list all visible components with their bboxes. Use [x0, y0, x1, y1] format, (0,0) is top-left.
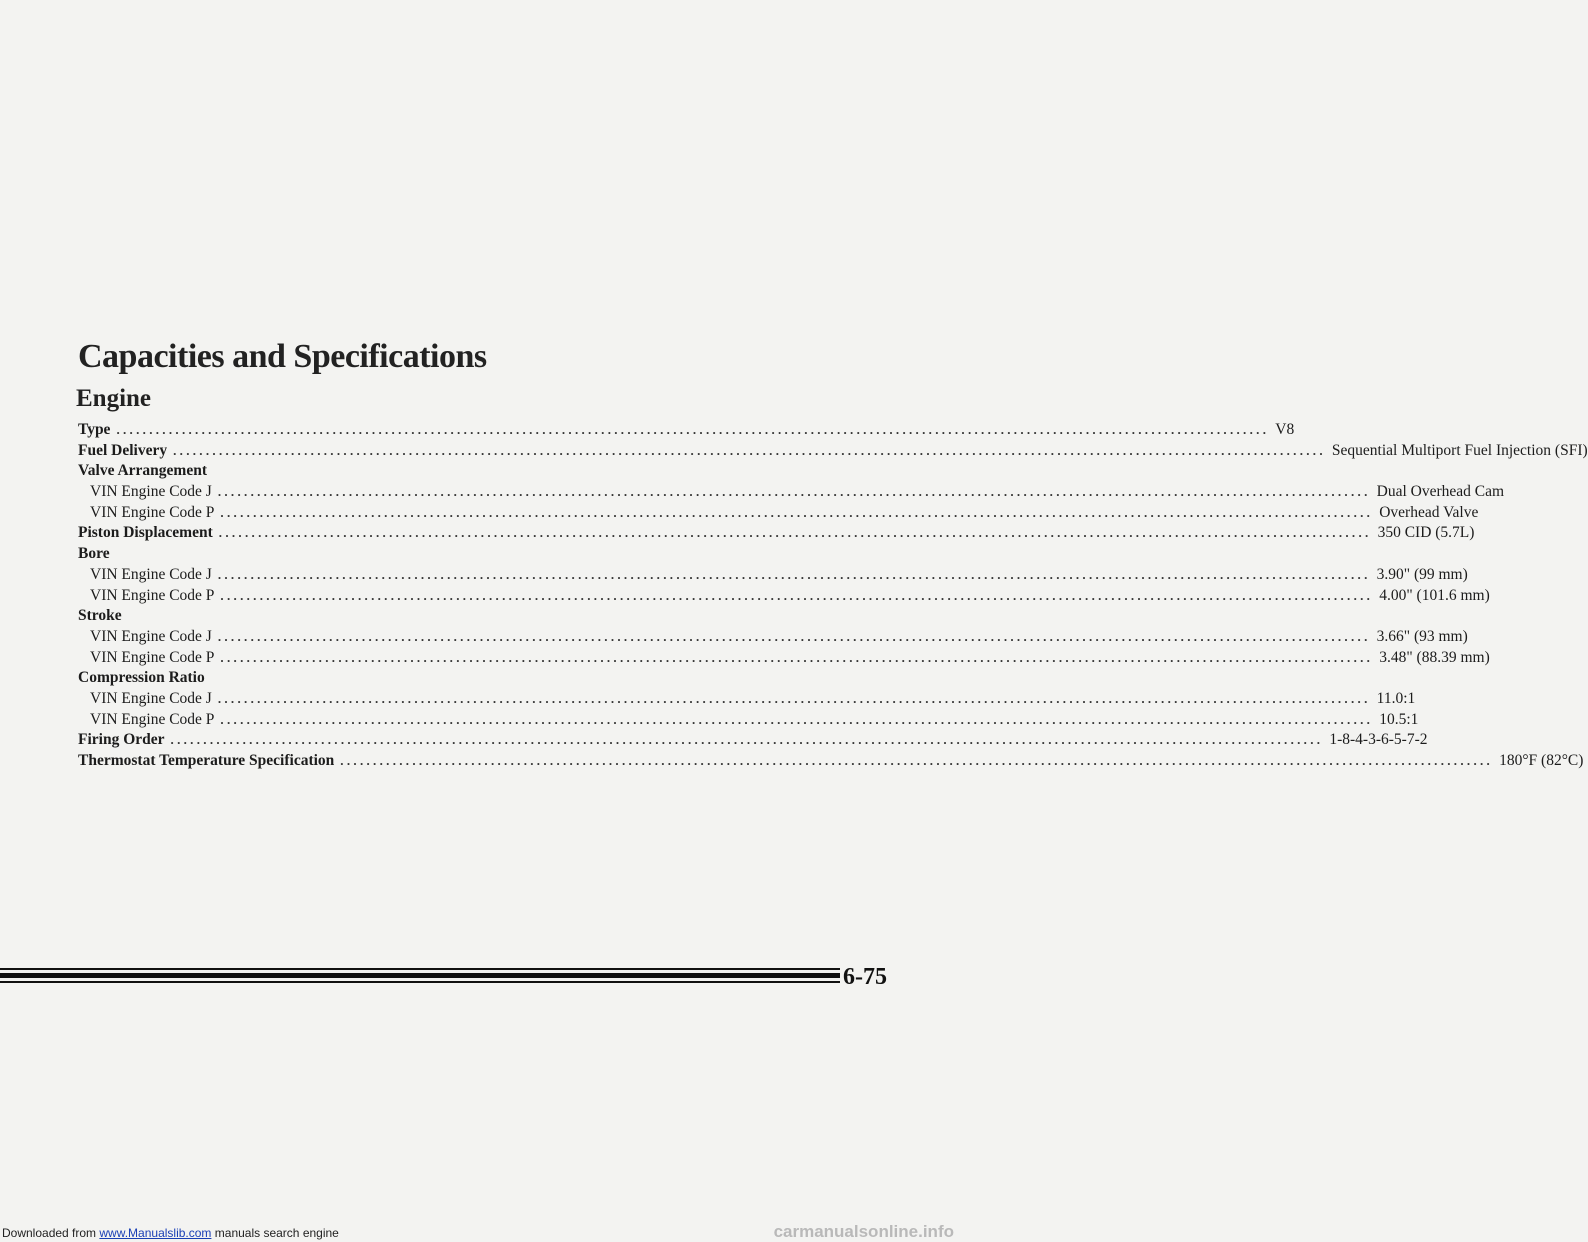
spec-row	[78, 461, 826, 482]
section-heading-engine: Engine	[76, 385, 152, 412]
spec-row	[78, 627, 1468, 648]
spec-row	[78, 482, 1505, 503]
spec-label: VIN Engine Code J	[90, 565, 212, 583]
spec-value: 1-8-4-3-6-5-7-2	[1329, 731, 1428, 749]
spec-value: 180°F (82°C)	[1499, 752, 1584, 769]
spec-row	[78, 565, 1468, 586]
site-watermark: carmanualsonline.info	[773, 1222, 954, 1241]
dot-leader: ................................................................................................................................................................................	[217, 690, 1371, 706]
dot-leader: ................................................................................................................................................................................	[217, 484, 1371, 500]
dot-leader: ................................................................................................................................................................................	[340, 753, 1494, 768]
spec-row	[78, 751, 1584, 772]
spec-label: VIN Engine Code P	[90, 648, 215, 666]
manualslib-link[interactable]: www.Manualslib.com	[99, 1226, 212, 1240]
dot-leader: ................................................................................................................................................................................	[173, 442, 1326, 458]
spec-value: 3.66" (93 mm)	[1376, 627, 1468, 645]
spec-label: Thermostat Temperature Specification	[78, 752, 335, 769]
spec-value: Sequential Multiport Fuel Injection (SFI)	[1331, 441, 1588, 459]
spec-label: Fuel Delivery	[78, 441, 168, 459]
spec-label: Compression Ratio	[78, 669, 205, 687]
download-notice	[2, 1226, 339, 1240]
spec-row	[78, 668, 826, 689]
dot-leader: ................................................................................................................................................................................	[170, 732, 1324, 748]
spec-label: Bore	[78, 545, 110, 563]
dot-leader: ................................................................................................................................................................................	[217, 566, 1371, 582]
download-prefix: Downloaded from	[2, 1226, 100, 1240]
dot-leader: ................................................................................................................................................................................	[220, 504, 1374, 520]
spec-value: 10.5:1	[1379, 710, 1419, 728]
spec-row	[78, 689, 1416, 710]
spec-row	[78, 420, 1295, 441]
dot-leader: ................................................................................................................................................................................	[220, 711, 1374, 727]
page-number: 6-75	[843, 964, 887, 990]
spec-label: VIN Engine Code P	[90, 710, 215, 728]
spec-value: Dual Overhead Cam	[1376, 483, 1505, 501]
spec-row	[78, 523, 1475, 544]
spec-label: VIN Engine Code P	[90, 503, 215, 521]
spec-label: Valve Arrangement	[78, 462, 208, 480]
spec-label: VIN Engine Code J	[90, 483, 212, 501]
dot-leader: ................................................................................................................................................................................	[116, 422, 1270, 437]
spec-row	[78, 730, 1428, 751]
spec-value: 3.48" (88.39 mm)	[1379, 648, 1490, 666]
page-title: Capacities and Specifications	[78, 338, 487, 375]
spec-label: VIN Engine Code J	[90, 689, 212, 707]
download-suffix: manuals search engine	[211, 1226, 339, 1240]
spec-label: Firing Order	[78, 731, 165, 749]
spec-row	[78, 606, 826, 627]
spec-value: 4.00" (101.6 mm)	[1379, 586, 1490, 604]
spec-label: VIN Engine Code P	[90, 586, 215, 604]
spec-label: VIN Engine Code J	[90, 627, 212, 645]
spec-row	[78, 503, 1479, 524]
spec-row	[78, 441, 1588, 462]
spec-value: V8	[1275, 421, 1295, 438]
spec-label: Stroke	[78, 607, 122, 625]
spec-row	[78, 544, 826, 565]
spec-value: 3.90" (99 mm)	[1376, 565, 1468, 583]
dot-leader: ................................................................................................................................................................................	[218, 525, 1372, 541]
spec-label: Type	[78, 421, 111, 438]
spec-value: 350 CID (5.7L)	[1377, 524, 1475, 542]
footer-rule	[0, 968, 840, 988]
spec-row	[78, 586, 1490, 607]
dot-leader: ................................................................................................................................................................................	[220, 649, 1374, 665]
dot-leader: ................................................................................................................................................................................	[217, 628, 1371, 644]
dot-leader: ................................................................................................................................................................................	[220, 587, 1374, 603]
spec-value: 11.0:1	[1376, 689, 1416, 707]
spec-label: Piston Displacement	[78, 524, 213, 542]
spec-value: Overhead Valve	[1379, 503, 1479, 521]
spec-row	[78, 710, 1419, 731]
spec-row	[78, 648, 1490, 669]
spec-list	[78, 420, 1588, 772]
